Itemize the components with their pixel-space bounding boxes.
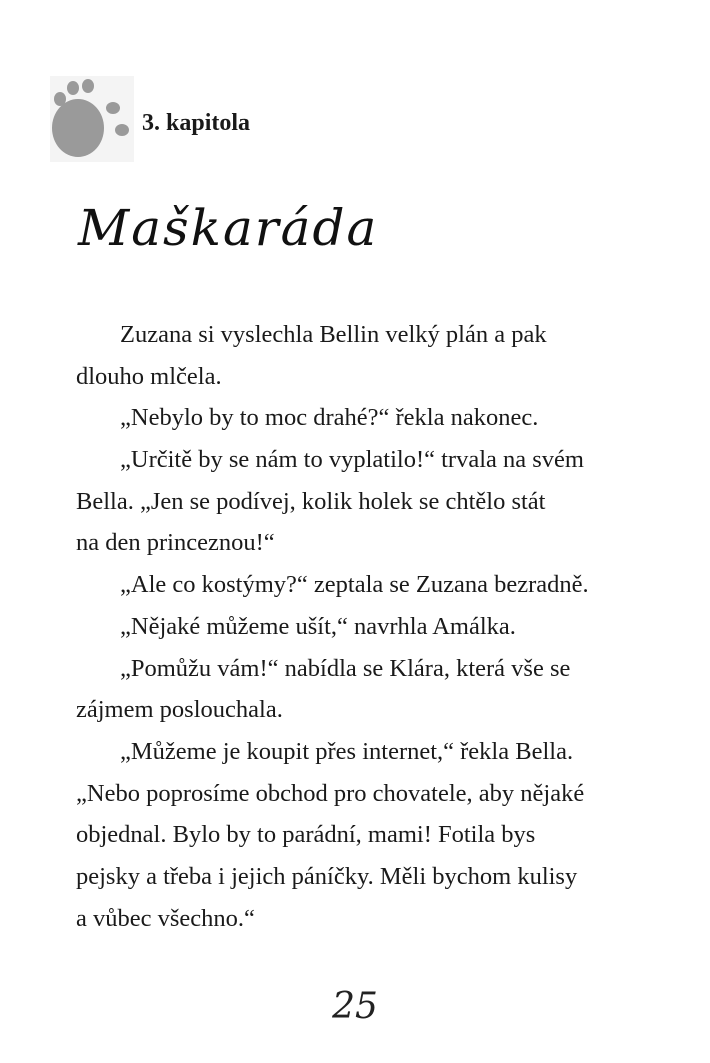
- text-line: na den princeznou!“: [76, 529, 275, 557]
- paw-print-icon: [50, 76, 134, 162]
- text-line: „Ale co kostýmy?“ zeptala se Zuzana bezradně.: [120, 571, 589, 599]
- text-line: objednal. Bylo by to parádní, mami! Fotila bys: [76, 821, 536, 849]
- text-line: dlouho mlčela.: [76, 362, 222, 390]
- text-line: a vůbec všechno.“: [76, 904, 255, 932]
- text-line: „Nějaké můžeme ušít,“ navrhla Amálka.: [120, 612, 516, 640]
- page-number: 25: [332, 986, 378, 1027]
- text-line: „Určitě by se nám to vyplatilo!“ trvala na svém: [120, 446, 584, 474]
- text-line: „Můžeme je koupit přes internet,“ řekla Bella.: [120, 737, 574, 765]
- chapter-title: Maškaráda: [78, 199, 379, 257]
- text-line: „Nebylo by to moc drahé?“ řekla nakonec.: [120, 404, 539, 432]
- text-line: „Nebo poprosíme obchod pro chovatele, aby nějaké: [76, 779, 585, 807]
- text-line: Bella. „Jen se podívej, kolik holek se chtělo stát: [76, 487, 546, 515]
- body-text: [76, 314, 646, 939]
- text-line: zájmem poslouchala.: [76, 696, 283, 724]
- text-line: Zuzana si vyslechla Bellin velký plán a pak: [120, 321, 547, 348]
- text-line: pejsky a třeba i jejich páníčky. Měli bychom kulisy: [76, 862, 578, 890]
- chapter-label: 3. kapitola: [142, 110, 251, 136]
- text-line: „Pomůžu vám!“ nabídla se Klára, která vše se: [120, 654, 571, 682]
